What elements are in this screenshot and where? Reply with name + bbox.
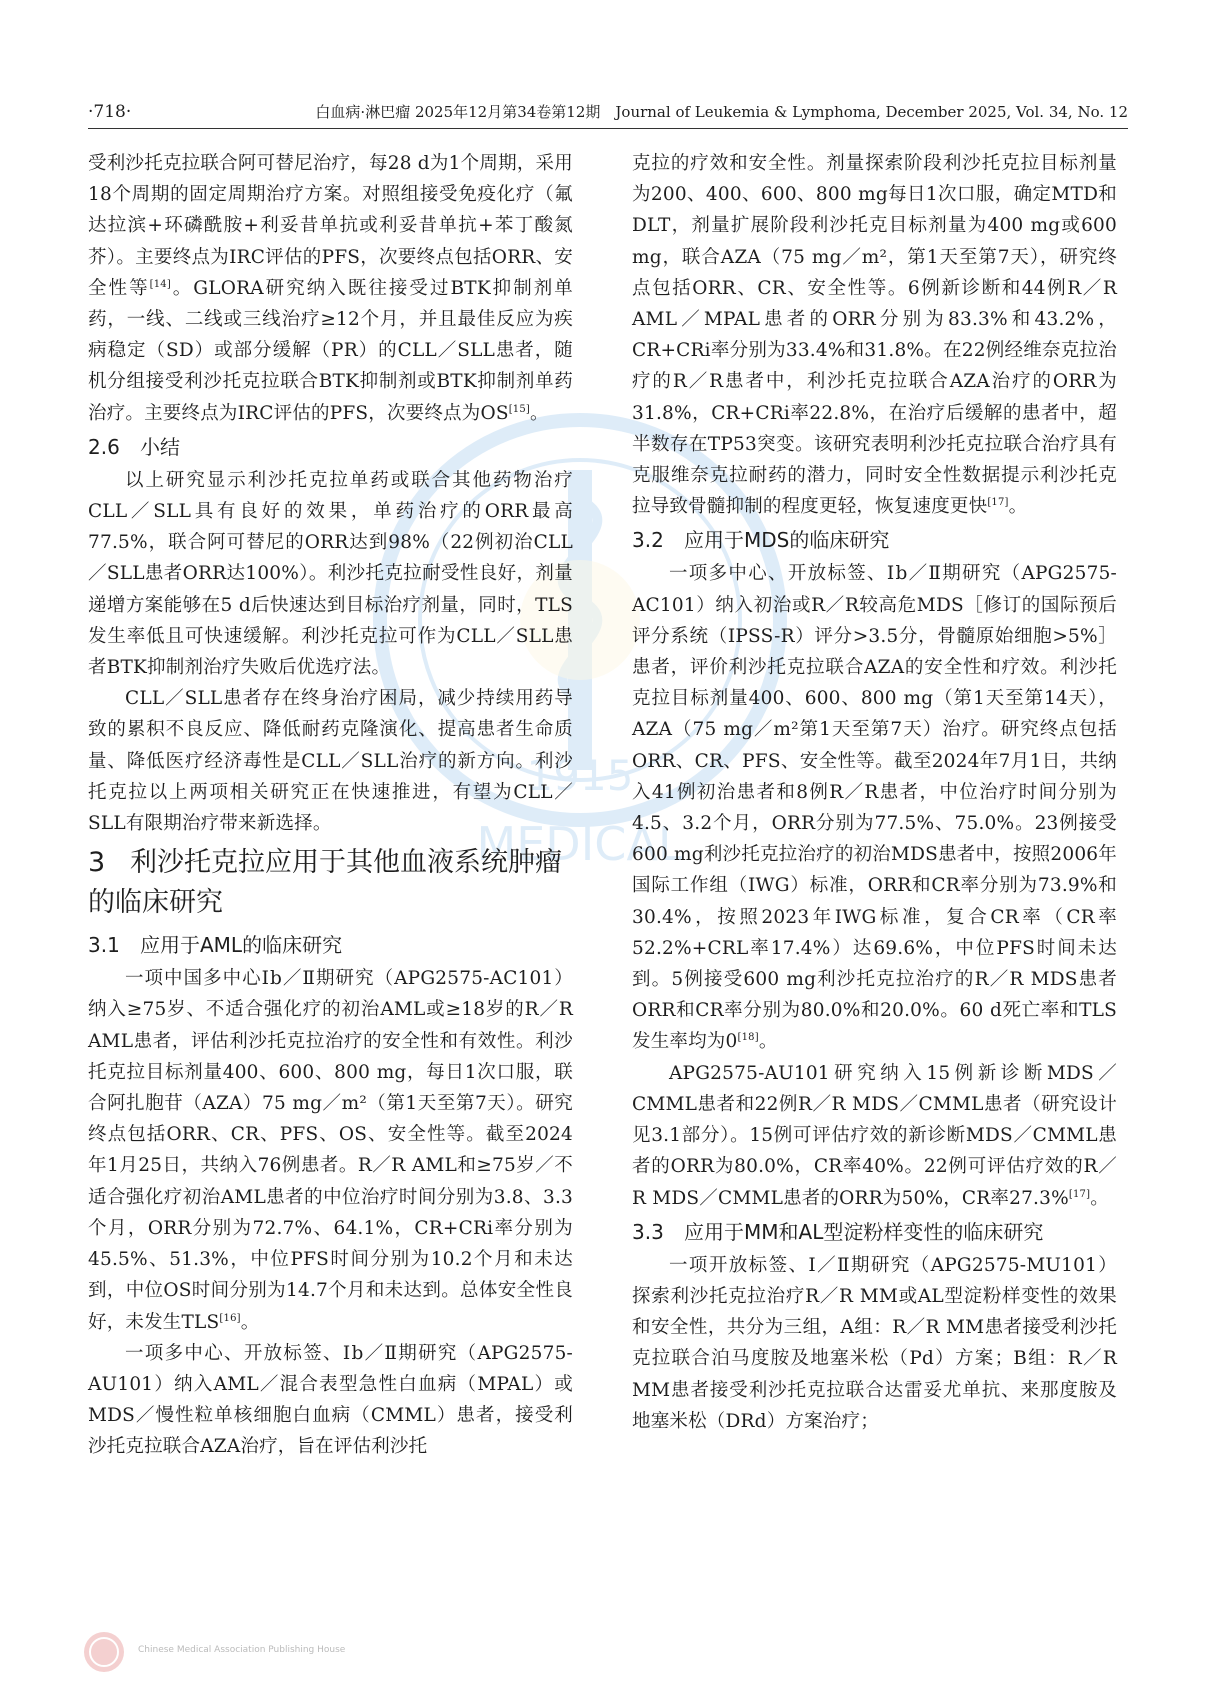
citation[interactable]: [16]	[219, 1312, 241, 1324]
running-header	[88, 100, 1128, 129]
paragraph: 克拉的疗效和安全性。剂量探索阶段利沙托克拉目标剂量为200、400、600、800 mg每日1次口服，确定MTD和DLT，剂量扩展阶段利沙托克目标剂量为400 mg或600 mg，联合AZA（75 mg／m²，第1天至第7天），研究终点包括ORR、CR、安全性等。6例新诊断和44例R／R AML／MPAL患者的ORR分别为83.3%和43.2%，CR+CRi率分别为33.4%和31.8%。在22例经维奈克拉治疗的R／R患者中，利沙托克拉联合AZA治疗的ORR为31.8%，CR+CRi率22.8%，在治疗后缓解的患者中，超半数存在TP53突变。该研究表明利沙托克拉联合治疗具有克服维奈克拉耐药的潜力，同时安全性数据提示利沙托克拉导致骨髓抑制的程度更轻，恢复速度更快[17]。	[632, 153, 1117, 518]
paragraph: CLL／SLL患者存在终身治疗困局，减少持续用药导致的累积不良反应、降低耐药克隆演化、提高患者生命质量、降低医疗经济毒性是CLL／SLL治疗的新方向。利沙托克拉以上两项相关研究正在快速推进，有望为CLL／SLL有限期治疗带来新选择。	[88, 688, 573, 835]
citation[interactable]: [17]	[987, 497, 1009, 509]
paragraph: 一项中国多中心Ⅰb／Ⅱ期研究（APG2575-AC101）纳入≥75岁、不适合强化疗的初治AML或≥18岁的R／R AML患者，评估利沙托克拉治疗的安全性和有效性。利沙托克拉目标剂量400、600、800 mg，每日1次口服，联合阿扎胞苷（AZA）75 mg／m²（第1天至第7天）。研究终点包括ORR、CR、PFS、OS、安全性等。截至2024年1月25日，共纳入76例患者。R／R AML和≥75岁／不适合强化疗初治AML患者的中位治疗时间分别为3.8、3.3个月，ORR分别为72.7%、64.1%，CR+CRi率分别为45.5%、51.3%，中位PFS时间分别为10.2个月和未达到，中位OS时间分别为14.7个月和未达到。总体安全性良好，未发生TLS[16]。	[88, 968, 573, 1333]
citation[interactable]: [17]	[1068, 1188, 1091, 1200]
section-heading-3: 3 利沙托克拉应用于其他血液系统肿瘤的临床研究	[88, 847, 562, 919]
paragraph: 一项开放标签、Ⅰ／Ⅱ期研究（APG2575-MU101）探索利沙托克拉治疗R／R MM或AL型淀粉样变性的效果和安全性，共分为三组，A组：R／R MM患者接受利沙托克拉联合泊马度胺及地塞米松（Pd）方案；B组：R／R MM患者接受利沙托克拉联合达雷妥尤单抗、来那度胺及地塞米松（DRd）方案治疗；	[632, 1254, 1117, 1432]
publisher-name: Chinese Medical Association Publishing House	[138, 1645, 346, 1655]
citation[interactable]: [15]	[508, 403, 531, 415]
section-heading-3-2: 3.2 应用于MDS的临床研究	[632, 528, 890, 553]
paragraph: 一项多中心、开放标签、Ⅰb／Ⅱ期研究（APG2575-AC101）纳入初治或R／R较高危MDS［修订的国际预后评分系统（IPSS-R）评分>3.5分，骨髓原始细胞>5%］患者，评价利沙托克拉联合AZA的安全性和疗效。利沙托克拉目标剂量400、600、800 mg（第1天至第14天），AZA（75 mg／m²第1天至第7天）治疗。研究终点包括ORR、CR、PFS、安全性等。截至2024年7月1日，共纳入41例初治患者和8例R／R患者，中位治疗时间分别为4.5、3.2个月，ORR分别为77.5%、75.0%。23例接受600 mg利沙托克拉治疗的初治MDS患者中，按照2006年国际工作组（IWG）标准，ORR和CR率分别为73.9%和30.4%，按照2023年IWG标准，复合CR率（CR率52.2%+CRL率17.4%）达69.6%，中位PFS时间未达到。5例接受600 mg利沙托克拉治疗的R／R MDS患者ORR和CR率分别为80.0%和20.0%。60 d死亡率和TLS发生率均为0[18]。	[632, 563, 1117, 1053]
watermark-year: 1915	[526, 751, 634, 800]
section-heading-3-1: 3.1 应用于AML的临床研究	[88, 933, 343, 958]
watermark-letters: MEDICAL	[476, 817, 684, 871]
paragraph: 以上研究显示利沙托克拉单药或联合其他药物治疗CLL／SLL具有良好的效果，单药治疗的ORR最高77.5%，联合阿可替尼的ORR达到98%（22例初治CLL／SLL患者ORR达100%）。利沙托克拉耐受性良好，剂量递增方案能够在5 d后快速达到目标治疗剂量，同时，TLS发生率低且可快速缓解。利沙托克拉可作为CLL／SLL患者BTK抑制剂治疗失败后优选疗法。	[88, 469, 573, 679]
citation[interactable]: [18]	[737, 1032, 759, 1044]
right-column	[632, 148, 1117, 1437]
paragraph: 受利沙托克拉联合阿可替尼治疗，每28 d为1个周期，采用18个周期的固定周期治疗方案。对照组接受免疫化疗（氟达拉滨+环磷酰胺+利妥昔单抗或利妥昔单抗+苯丁酸氮芥）。主要终点为IRC评估的PFS，次要终点包括ORR、安全性等[14]。GLORA研究纳入既往接受过BTK抑制剂单药，一线、二线或三线治疗≥12个月，并且最佳反应为疾病稳定（SD）或部分缓解（PR）的CLL／SLL患者，随机分组接受利沙托克拉联合BTK抑制剂或BTK抑制剂单药治疗。主要终点为IRC评估的PFS，次要终点为OS[15]。	[88, 153, 573, 424]
left-column	[88, 148, 573, 1463]
page-number: ·718·	[88, 102, 132, 122]
publisher-seal-icon	[80, 1628, 128, 1676]
citation[interactable]: [14]	[149, 278, 171, 290]
paragraph: APG2575-AU101研究纳入15例新诊断MDS／CMML患者和22例R／R MDS／CMML患者（研究设计见3.1部分）。15例可评估疗效的新诊断MDS／CMML患者的ORR为80.0%，CR率40%。22例可评估疗效的R／R MDS／CMML患者的ORR为50%，CR率27.3%[17]。	[632, 1062, 1117, 1209]
section-heading-2-6: 2.6 小结	[88, 434, 180, 459]
section-heading-3-3: 3.3 应用于MM和AL型淀粉样变性的临床研究	[632, 1219, 1044, 1244]
paragraph: 一项多中心、开放标签、Ⅰb／Ⅱ期研究（APG2575-AU101）纳入AML／混合表型急性白血病（MPAL）或MDS／慢性粒单核细胞白血病（CMML）患者，接受利沙托克拉联合AZA治疗，旨在评估利沙托	[88, 1342, 573, 1458]
journal-running-head: 白血病·淋巴瘤 2025年12月第34卷第12期 Journal of Leukemia & Lymphoma, December 2025, Vol. 34, No. 12	[315, 103, 1128, 121]
